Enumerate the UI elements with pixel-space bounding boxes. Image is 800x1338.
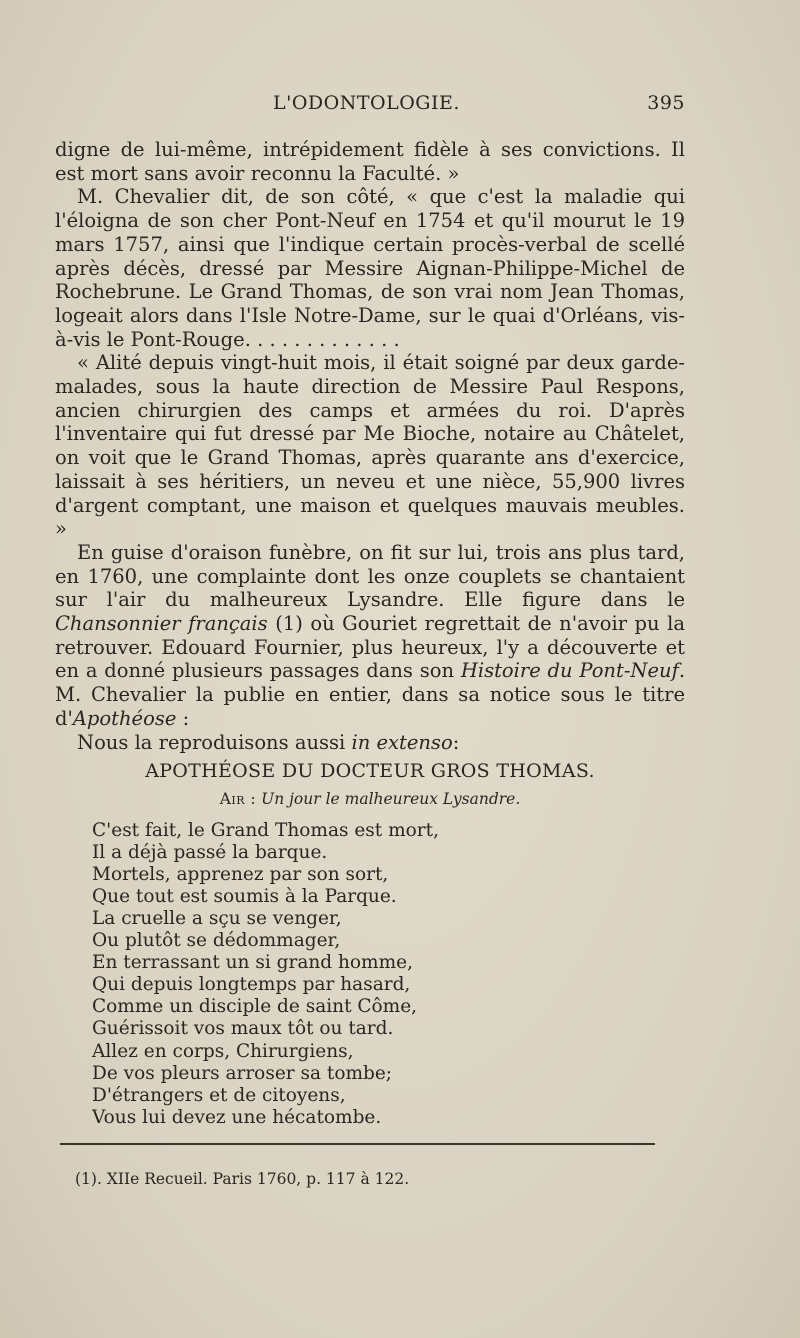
paragraph-1: digne de lui-même, intrépidement fidèle à ses convictions. Il est mort sans avoir reconnu la Faculté. » — [55, 138, 685, 185]
oraison-text-2: (1) où Gouriet regrettait de n'avoir pu la retrouver. Edouard Fournier, plus heureux, l'y a découverte et en a donné plusieurs passages dans son — [55, 612, 685, 683]
oraison-text-3: . M. Chevalier la publie en entier, dans sa notice sous le titre d' — [55, 659, 686, 730]
verse-line: De vos pleurs arroser sa tombe; — [92, 1063, 393, 1084]
poem-air — [55, 790, 685, 808]
verse-line: En terrassant un si grand homme, — [92, 952, 413, 973]
oraison-italic-apotheose: Apothéose — [72, 706, 177, 730]
stanza-1 — [92, 820, 652, 1040]
air-label: Air : — [219, 790, 257, 808]
paragraph-reproduisons — [55, 731, 685, 755]
verse-line: Que tout est soumis à la Parque. — [92, 886, 397, 907]
verse-line: D'étrangers et de citoyens, — [92, 1085, 346, 1106]
reproduisons-text-2: : — [452, 730, 460, 754]
oraison-italic-histoire: Histoire du Pont-Neuf — [460, 659, 679, 683]
paragraph-oraison — [55, 541, 685, 731]
reproduisons-text-1: Nous la reproduisons aussi — [77, 730, 352, 754]
paragraph-3: « Alité depuis vingt-huit mois, il était soigné par deux garde-malades, sous la haute direction de Messire Paul Respons, ancien chirurgien des camps et armées du roi. D'après l'inventaire qui fut dressé par Me Bioche, notaire au Châtelet, on voit que le Grand Thomas, après quarante ans d'exercice, laissait à ses héritiers, un neveu et une nièce, 55,900 livres d'argent comptant, une maison et quelques mauvais meubles. » — [55, 351, 685, 541]
verse-line: C'est fait, le Grand Thomas est mort, — [92, 820, 439, 841]
verse-line: Il a déjà passé la barque. — [92, 842, 328, 863]
oraison-text-1: En guise d'oraison funèbre, on fit sur lui, trois ans plus tard, en 1760, une complainte dont les onze couplets se chantaient sur l'air du malheureux Lysandre. Elle figure dans le — [55, 540, 685, 612]
footnote-rule — [60, 1143, 655, 1145]
footnote: (1). XIIe Recueil. Paris 1760, p. 117 à 122. — [75, 1170, 410, 1188]
verse-line: Ou plutôt se dédommager, — [92, 930, 341, 951]
body-text — [55, 138, 685, 754]
running-title: L'ODONTOLOGIE. — [273, 92, 460, 114]
oraison-text-4: : — [176, 706, 190, 730]
verse-line: Qui depuis longtemps par hasard, — [92, 974, 411, 995]
verse-line: Comme un disciple de saint Côme, — [92, 996, 418, 1017]
verse-line: Guérissoit vos maux tôt ou tard. — [92, 1018, 394, 1039]
verse-line: La cruelle a sçu se venger, — [92, 908, 342, 929]
verse-line: Allez en corps, Chirurgiens, — [92, 1041, 354, 1062]
page-number: 395 — [647, 92, 685, 114]
running-header — [55, 92, 685, 118]
stanza-2 — [92, 1041, 652, 1129]
verse-line: Vous lui devez une hécatombe. — [92, 1107, 382, 1128]
oraison-italic-chansonnier: Chansonnier français — [55, 612, 268, 636]
verse-line: Mortels, apprenez par son sort, — [92, 864, 389, 885]
air-tune: Un jour le malheureux Lysandre. — [261, 790, 521, 808]
paragraph-2: M. Chevalier dit, de son côté, « que c'est la maladie qui l'éloigna de son cher Pont-Neuf en 1754 et qu'il mourut le 19 mars 1757, ainsi que l'indique certain procès-verbal de scellé après décès, dressé par Messire Aignan-Philippe-Michel de Rochebrune. Le Grand Thomas, de son vrai nom Jean Thomas, logeait alors dans l'Isle Notre-Dame, sur le quai d'Orléans, vis-à-vis le Pont-Rouge. . . . . . . . . . . . . — [55, 185, 685, 351]
reproduisons-italic: in extenso — [351, 730, 453, 754]
poem-title: APOTHÉOSE DU DOCTEUR GROS THOMAS. — [145, 760, 595, 782]
